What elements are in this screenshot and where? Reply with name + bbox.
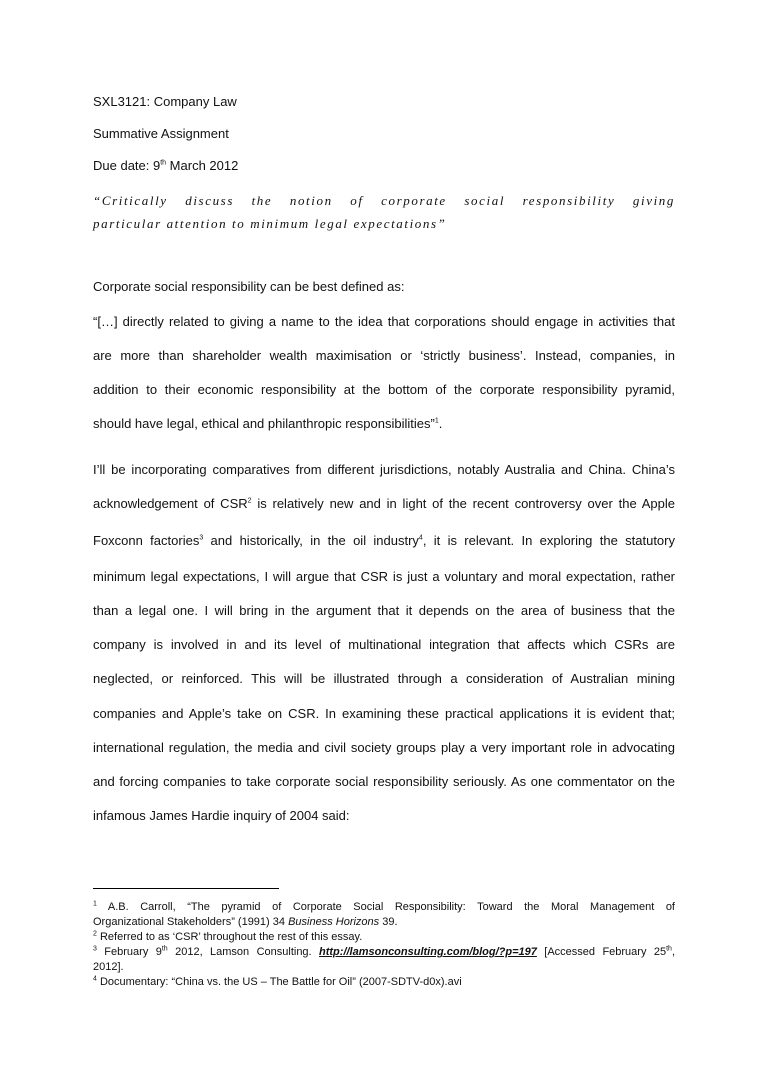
intro-sentence: Corporate social responsibility can be best defined as: — [93, 279, 405, 294]
footnote-ref-1: 1 — [434, 417, 439, 425]
para-line-2: acknowledgement of CSR$^2$ is relatively new and in light of the recent controversy over the Apple — [93, 496, 675, 511]
footnote-1-line-1: $^1$ A.B. Carroll, “The pyramid of Corporate Social Responsibility: Toward the Moral Management of — [93, 900, 675, 913]
para-line-1: I’ll be incorporating comparatives from different jurisdictions, notably Australia and China. China’s — [93, 462, 675, 477]
footnote-ref-2: 2 — [247, 497, 252, 505]
footnote-3-link[interactable]: http://lamsonconsulting.com/blog/?p=197 — [319, 946, 537, 958]
para-line-5: than a legal one. I will bring in the argument that it depends on the area of business that the — [93, 603, 675, 618]
para-line-10: and forcing companies to take corporate social responsibility seriously. As one commentator on the — [93, 774, 675, 789]
footnote-ref-4: 4 — [418, 534, 423, 542]
footnote-ref-3: 3 — [199, 534, 204, 542]
footnote-3-line-2: 2012]. — [93, 961, 124, 973]
quote-line-1: “[…] directly related to giving a name to the idea that corporations should engage in activities that — [93, 314, 675, 329]
essay-question-line-2: particular attention to minimum legal expectations” — [93, 216, 447, 231]
course-code: SXL3121: Company Law — [93, 94, 237, 109]
para-line-11: infamous James Hardie inquiry of 2004 said: — [93, 808, 350, 823]
quote-line-2: are more than shareholder wealth maximisation or ‘strictly business’. Instead, companies, in — [93, 348, 675, 363]
para-line-8: companies and Apple’s take on CSR. In examining these practical applications it is evident that; — [93, 706, 675, 721]
footnote-separator — [93, 888, 279, 889]
footnote-3-line-1: $^3$ February 9th 2012, Lamson Consulting. http://lamsonconsulting.com/blog/?p=197 [Accessed February 25th, — [93, 945, 675, 958]
para-line-7: neglected, or reinforced. This will be illustrated through a consideration of Australian mining — [93, 671, 675, 686]
para-line-3: Foxconn factories$^3$ and historically, in the oil industry$^4$, it is relevant. In exploring the statutory — [93, 533, 675, 548]
quote-line-4: should have legal, ethical and philanthropic responsibilities”$^1$. — [93, 416, 443, 431]
essay-question-line-1: “Critically discuss the notion of corporate social responsibility giving — [93, 193, 675, 208]
footnote-4: $^4$ Documentary: “China vs. the US – The Battle for Oil” (2007-SDTV-d0x).avi — [93, 975, 462, 988]
para-line-4: minimum legal expectations, I will argue that CSR is just a voluntary and moral expectation, rather — [93, 569, 675, 584]
para-line-9: international regulation, the media and civil society groups play a very important role in advocating — [93, 740, 675, 755]
assignment-type: Summative Assignment — [93, 126, 229, 141]
footnote-1-line-2: Organizational Stakeholders” (1991) 34 Business Horizons 39. — [93, 916, 398, 928]
quote-line-3: addition to their economic responsibility at the bottom of the corporate responsibility pyramid, — [93, 382, 675, 397]
due-date: Due date: 9th March 2012 — [93, 158, 239, 173]
footnote-2: $^2$ Referred to as ‘CSR’ throughout the rest of this essay. — [93, 930, 363, 943]
para-line-6: company is involved in and its level of multinational integration that affects which CSRs are — [93, 637, 675, 652]
